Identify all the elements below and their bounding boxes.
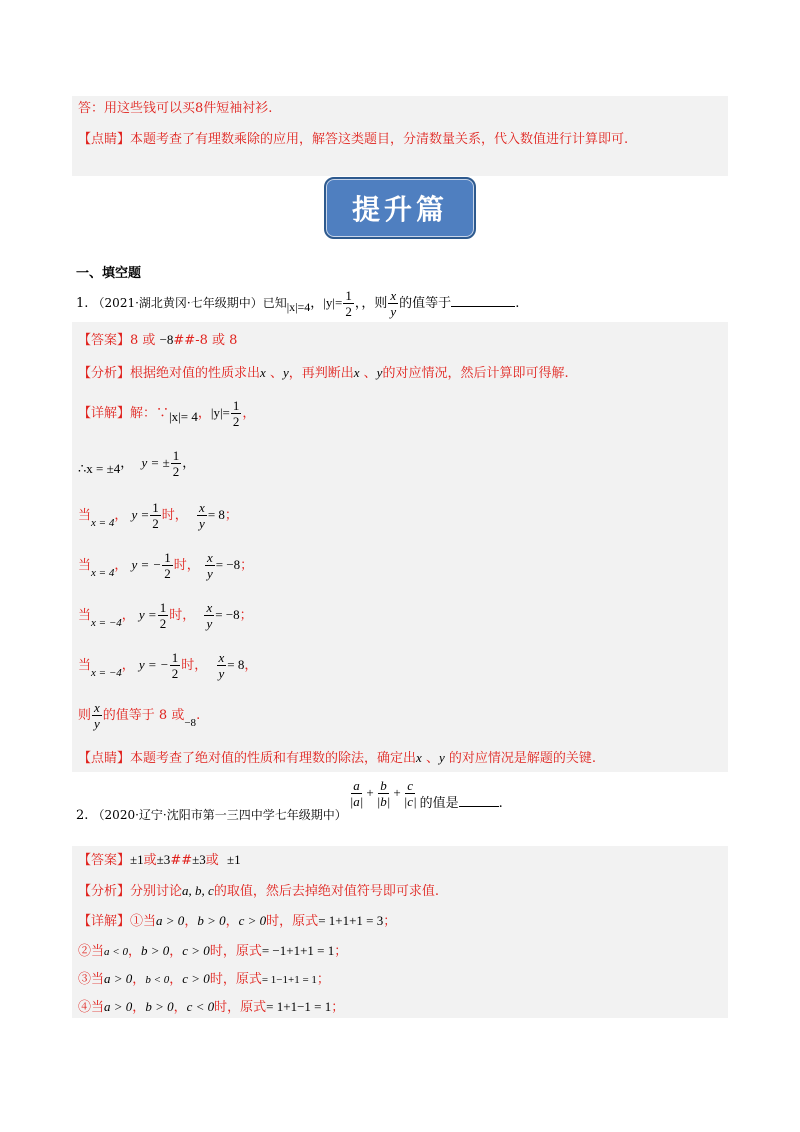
previous-comment-line	[78, 131, 628, 149]
section-title: 提升篇	[351, 193, 448, 226]
then-text: ，则	[361, 296, 388, 311]
analysis-line: 【分析】根据绝对值的性质求出x 、y，再判断出x 、y的对应情况，然后计算即可得解.	[78, 365, 569, 381]
fraction-a: $\frac{a}{|a|}$	[349, 778, 364, 809]
condition-x: |x|=4	[286, 300, 311, 314]
solution-box-2	[72, 846, 728, 1018]
question-number: 2.	[76, 808, 89, 823]
analysis-line-2: 【分析】分别讨论a, b, c的取值，然后去掉绝对值符号即可求值.	[78, 883, 439, 899]
question-source: （2021·湖北黄冈·七年级期中）已知	[92, 296, 287, 310]
fraction-c: $\frac{c}{|c|}$	[403, 778, 417, 809]
answer-blank	[451, 294, 515, 307]
comment-line-1: 【点睛】本题考查了绝对值的性质和有理数的除法，确定出x 、y 的对应情况是解题的关键.	[78, 750, 597, 766]
answer-line: 【答案】8 或 −8##-8 或 8	[78, 332, 238, 348]
condition-y: |y|=	[323, 295, 343, 310]
previous-answer-line: 答：用这些钱可以买8件短袖衬衫.	[78, 101, 273, 116]
comment-text: 本题考查了有理数乘除的应用，解答这类题目，分清数量关系，代入数值进行计算即可.	[130, 132, 629, 147]
detail-case-4: ④当a > 0，b > 0，c < 0时，原式= 1+1−1 = 1；	[78, 999, 345, 1015]
question-1: 1. （2021·湖北黄冈·七年级期中）已知|x|=4，|y|= $\frac{1}{2}$ ，，则 $\frac{x}{y}$ 的值等于 .	[76, 288, 520, 319]
question-source: （2020·辽宁·沈阳市第一三四中学七年级期中）	[92, 808, 347, 822]
section-heading: 一、填空题	[76, 266, 142, 281]
fraction-x-over-y: $\frac{x}{y}$	[390, 288, 397, 319]
final-line: 则 $\frac{x}{y}$ 的值等于 8 或$_{-8}$.	[78, 700, 201, 731]
case-2: 当$_{x = 4}$， y = − $\frac{1}{2}$ 时， $\frac{x}{y}$ = −8；	[78, 550, 254, 581]
comment-tag: 【点睛】	[78, 132, 131, 147]
fraction-one-half: $\frac{1}{2}$	[345, 288, 352, 319]
detail-case-2: ②当a < 0，b > 0，c > 0时，原式= −1+1+1 = 1；	[78, 943, 348, 959]
case-3: 当$_{x = -4}$， y = $\frac{1}{2}$ 时， $\frac{x}{y}$ = −8；	[78, 600, 253, 631]
question-number: 1.	[76, 296, 89, 311]
section-title-badge	[324, 177, 476, 239]
question-2: 2. （2020·辽宁·沈阳市第一三四中学七年级期中） $\frac{a}{|a|}$ + $\frac{b}{|b|}$ + $\frac{c}{|c|}$ 的值是 .	[76, 778, 503, 823]
answer-line-2: 【答案】±1或±3##±3或 ±1	[78, 852, 241, 868]
fraction-b: $\frac{b}{|b|}$	[376, 778, 391, 809]
detail-case-1: 【详解】①当a > 0，b > 0，c > 0时，原式= 1+1+1 = 3；	[78, 913, 397, 929]
case-4: 当$_{x = -4}$， y = − $\frac{1}{2}$ 时， $\frac{x}{y}$ = 8，	[78, 650, 258, 681]
step-2: ∴x = ±4， y = ± $\frac{1}{2}$ ，	[78, 448, 196, 479]
detail-line: 【详解】解：∵|x|= 4，|y|= $\frac{1}{2}$ ，	[78, 398, 256, 429]
detail-case-3: ③当a > 0，b < 0，c > 0时，原式= 1−1+1 = 1；	[78, 971, 330, 987]
answer-blank	[459, 794, 499, 807]
question-tail: 的值等于	[399, 296, 452, 311]
case-1: 当$_{x = 4}$， y = $\frac{1}{2}$ 时， $\frac{x}{y}$ = 8；	[78, 500, 238, 531]
